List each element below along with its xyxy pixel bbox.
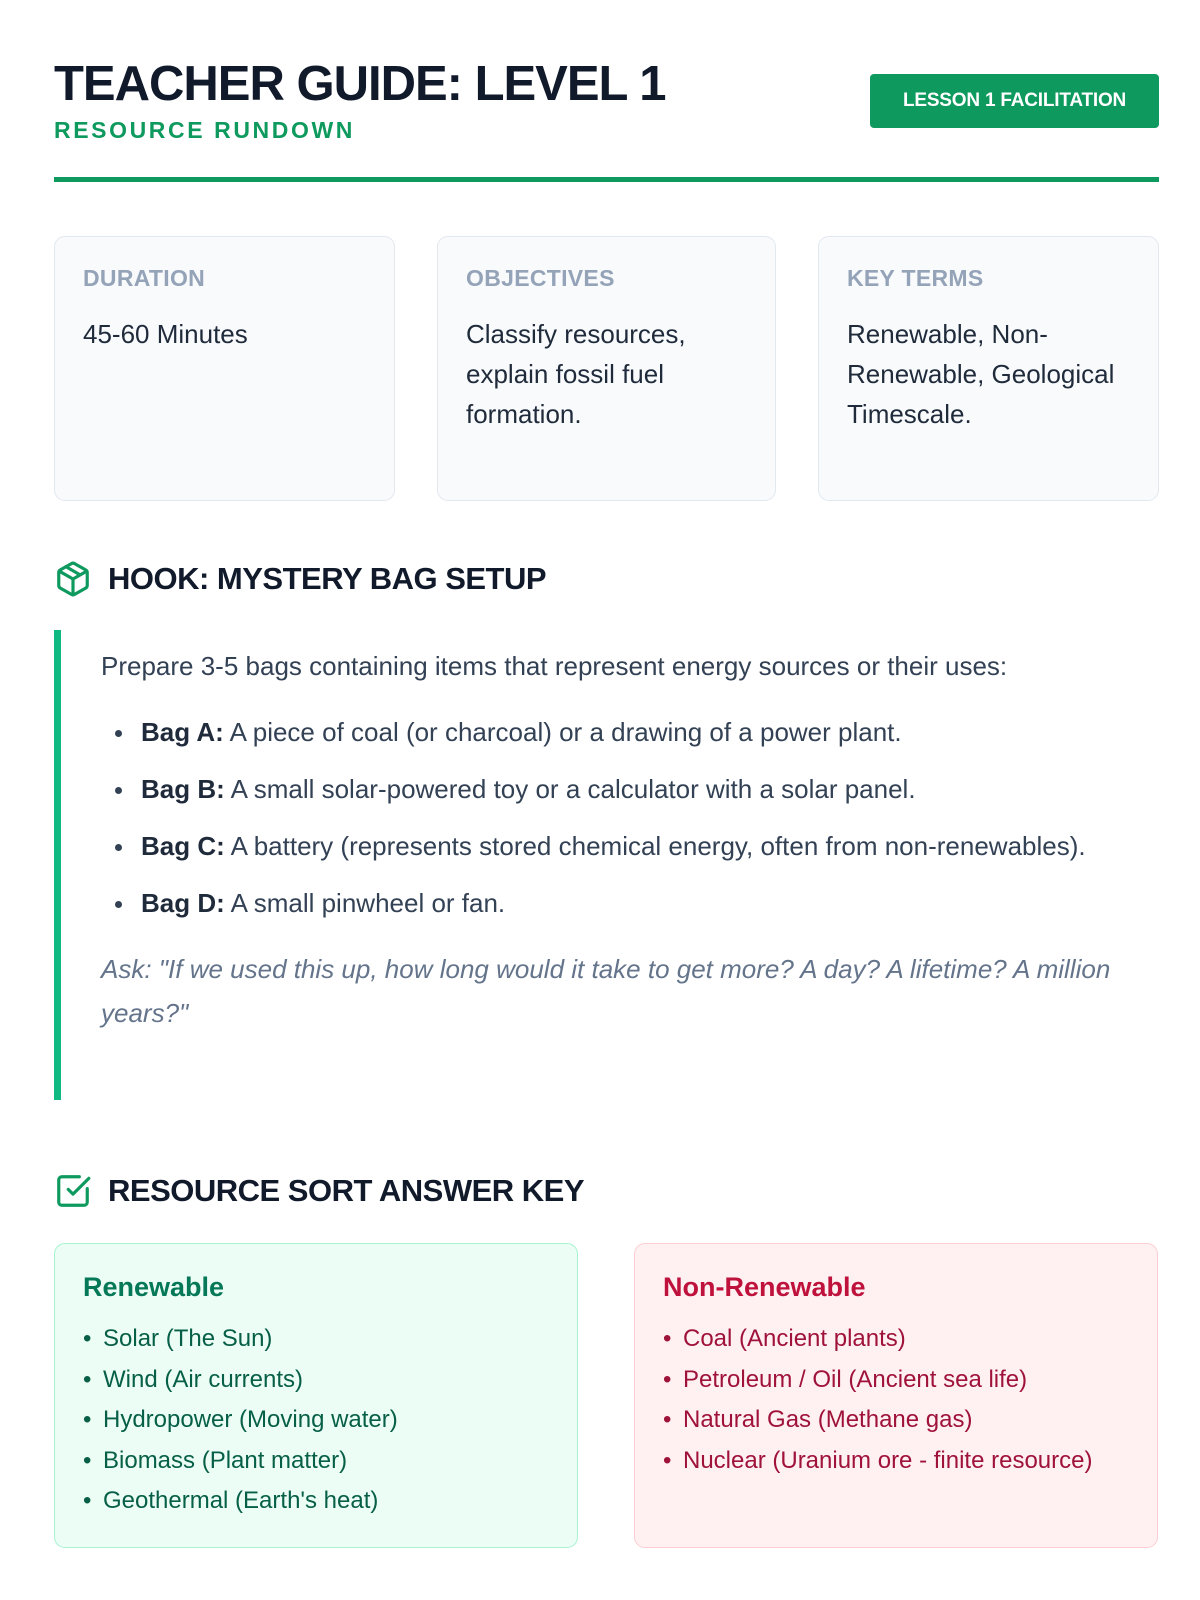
lesson-badge: LESSON 1 FACILITATION xyxy=(870,74,1159,128)
page-subtitle: RESOURCE RUNDOWN xyxy=(54,117,355,143)
list-item-text: Biomass (Plant matter) xyxy=(103,1446,348,1474)
list-item: • Natural Gas (Methane gas) xyxy=(663,1406,973,1433)
bag-list xyxy=(101,711,1159,925)
hook-section-heading xyxy=(54,560,546,598)
renewable-panel xyxy=(54,1243,578,1548)
list-item-text: Natural Gas (Methane gas) xyxy=(683,1406,973,1433)
bag-description: A small solar-powered toy or a calculator with a solar panel. xyxy=(224,774,916,804)
page-title: TEACHER GUIDE: LEVEL 1 xyxy=(54,57,666,111)
page-header xyxy=(54,0,1159,182)
list-item: • Nuclear (Uranium ore - finite resource) xyxy=(663,1446,1093,1474)
objectives-label: OBJECTIVES xyxy=(466,265,615,291)
bag-name: Bag A: xyxy=(141,717,224,747)
package-icon xyxy=(54,560,92,598)
list-item-text: Coal (Ancient plants) xyxy=(683,1325,906,1352)
duration-value: 45-60 Minutes xyxy=(83,319,248,349)
bag-description: A piece of coal (or charcoal) or a drawing of a power plant. xyxy=(223,717,902,747)
renewable-title: Renewable xyxy=(83,1272,225,1302)
list-item: • Biomass (Plant matter) xyxy=(83,1446,348,1474)
list-item: • Solar (The Sun) xyxy=(83,1325,273,1352)
info-cards xyxy=(54,236,1159,501)
bag-name: Bag B: xyxy=(141,774,225,804)
list-item: • Wind (Air currents) xyxy=(83,1365,304,1393)
list-item-text: Solar (The Sun) xyxy=(103,1325,273,1352)
renewable-list xyxy=(83,1319,549,1522)
list-item xyxy=(101,825,1159,868)
nonrenewable-title: Non-Renewable xyxy=(663,1272,866,1302)
hook-question: Ask: "If we used this up, how long would it take to get more? A day? A lifetime? A million years?" xyxy=(101,954,1111,1028)
list-item: • Petroleum / Oil (Ancient sea life) xyxy=(663,1365,1028,1393)
bag-name: Bag D: xyxy=(141,888,225,918)
hook-callout xyxy=(54,630,1159,1100)
key-terms-value: Renewable, Non-Renewable, Geological Timescale. xyxy=(847,319,1115,429)
list-item xyxy=(101,882,1159,925)
list-item: • Geothermal (Earth's heat) xyxy=(83,1487,379,1514)
teacher-guide-page xyxy=(54,0,1159,1514)
bag-name: Bag C: xyxy=(141,831,225,861)
objectives-card xyxy=(437,236,776,501)
checkbox-icon xyxy=(54,1172,92,1210)
hook-title: HOOK: MYSTERY BAG SETUP xyxy=(108,561,547,596)
list-item-text: Nuclear (Uranium ore - finite resource) xyxy=(683,1446,1093,1474)
list-item-text: Hydropower (Moving water) xyxy=(103,1406,398,1433)
sort-title: RESOURCE SORT ANSWER KEY xyxy=(108,1173,585,1208)
list-item-text: Geothermal (Earth's heat) xyxy=(103,1487,379,1514)
list-item-text: Wind (Air currents) xyxy=(103,1365,304,1393)
duration-label: DURATION xyxy=(83,265,206,291)
objectives-value: Classify resources, explain fossil fuel formation. xyxy=(466,319,686,429)
nonrenewable-panel xyxy=(634,1243,1158,1548)
list-item: • Hydropower (Moving water) xyxy=(83,1406,398,1433)
key-terms-card xyxy=(818,236,1159,501)
list-item: • Coal (Ancient plants) xyxy=(663,1325,906,1352)
duration-card xyxy=(54,236,395,501)
bag-description: A battery (represents stored chemical energy, often from non-renewables). xyxy=(224,831,1086,861)
key-terms-label: KEY TERMS xyxy=(847,265,984,291)
list-item xyxy=(101,768,1159,811)
nonrenewable-list xyxy=(663,1319,1129,1481)
hook-intro: Prepare 3-5 bags containing items that represent energy sources or their uses: xyxy=(101,651,1008,681)
sort-section-heading xyxy=(54,1172,584,1210)
bag-description: A small pinwheel or fan. xyxy=(224,888,506,918)
list-item xyxy=(101,711,1159,754)
list-item-text: Petroleum / Oil (Ancient sea life) xyxy=(683,1365,1028,1393)
